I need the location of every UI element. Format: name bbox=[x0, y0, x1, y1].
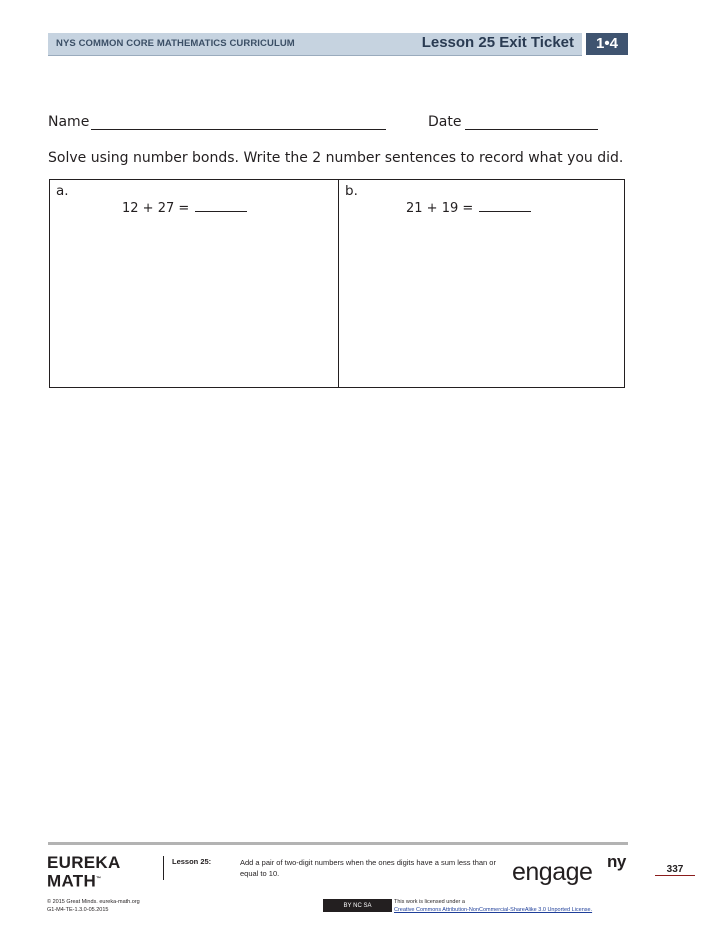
answer-blank[interactable] bbox=[195, 201, 247, 212]
license-text: This work is licensed under a Creative Commons Attribution-NonCommercial-ShareAlike 3.0 Unported License. bbox=[394, 899, 593, 913]
engageny-logo: engage ny bbox=[512, 852, 626, 886]
grade-module-badge: 1•4 bbox=[586, 33, 628, 55]
name-field[interactable] bbox=[91, 129, 386, 130]
problem-table bbox=[49, 179, 625, 388]
footer-lesson-label: Lesson 25: bbox=[172, 857, 212, 866]
lesson-header bbox=[48, 33, 628, 55]
license-link[interactable]: Creative Commons Attribution-NonCommercial-ShareAlike 3.0 Unported License. bbox=[394, 907, 593, 913]
curriculum-title: NYS COMMON CORE MATHEMATICS CURRICULUM bbox=[56, 38, 295, 49]
answer-blank[interactable] bbox=[479, 201, 531, 212]
date-field[interactable] bbox=[465, 129, 598, 130]
footer-rule bbox=[48, 842, 628, 845]
page-number: 337 bbox=[655, 864, 695, 876]
footer-separator bbox=[163, 856, 164, 880]
header-bar bbox=[48, 33, 582, 56]
footer-lesson-description: Add a pair of two-digit numbers when the ones digits have a sum less than or equal to 10. bbox=[240, 858, 496, 878]
name-label: Name bbox=[48, 114, 90, 130]
copyright: © 2015 Great Minds. eureka-math.org G1-M4-TE-1.3.0-05.2015 bbox=[47, 899, 140, 913]
problem-equation: 21 + 19 = bbox=[406, 201, 531, 216]
cc-license-icon: BY NC SA bbox=[323, 899, 392, 912]
table-divider bbox=[338, 180, 339, 387]
problem-equation: 12 + 27 = bbox=[122, 201, 247, 216]
lesson-title: Lesson 25 Exit Ticket bbox=[421, 34, 574, 51]
date-label: Date bbox=[428, 114, 462, 130]
problem-letter: b. bbox=[345, 183, 358, 199]
eureka-math-logo: EUREKA MATH™ bbox=[47, 853, 121, 891]
problem-letter: a. bbox=[56, 183, 69, 199]
instructions: Solve using number bonds. Write the 2 number sentences to record what you did. bbox=[48, 150, 624, 166]
